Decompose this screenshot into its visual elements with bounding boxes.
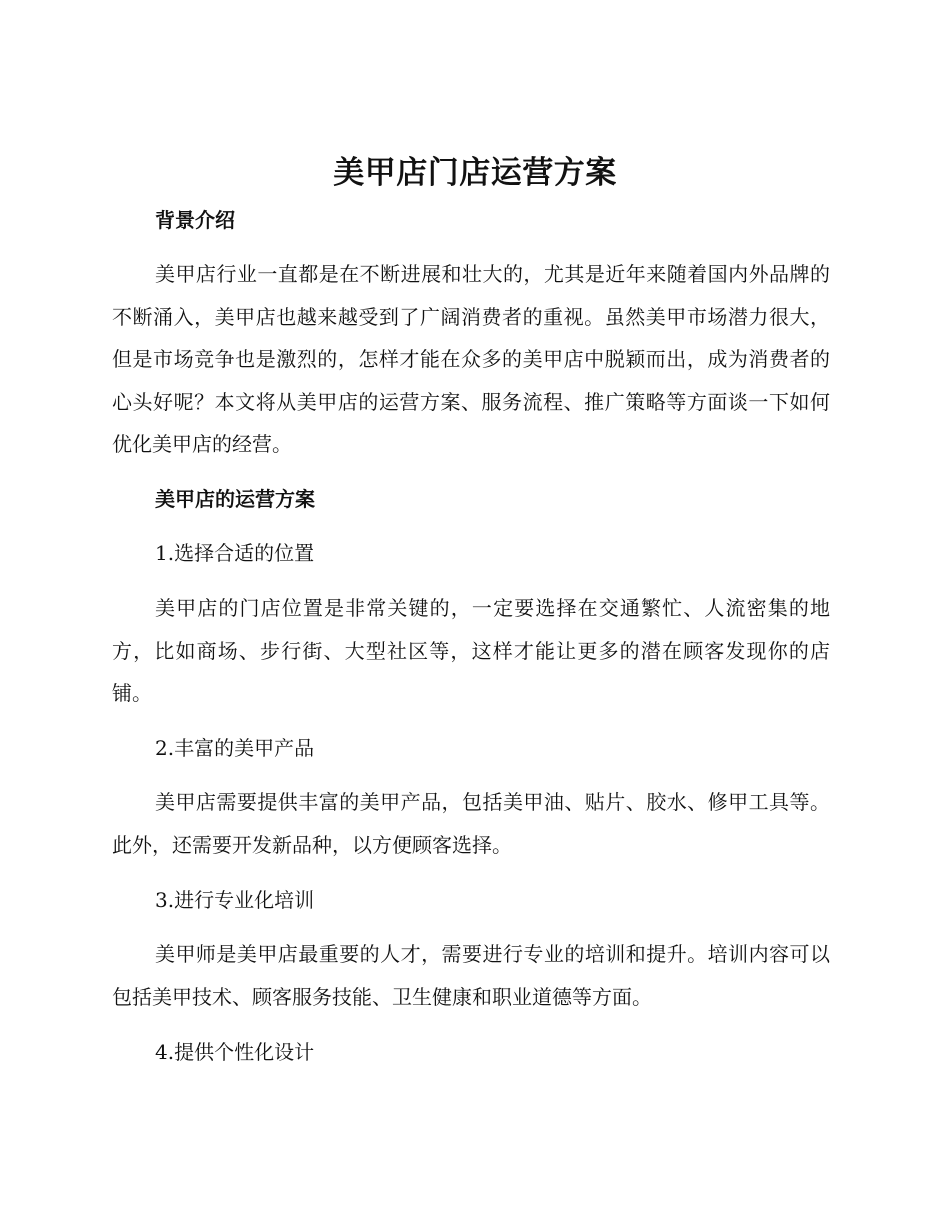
- paragraph-background: 美甲店行业一直都是在不断进展和壮大的，尤其是近年来随着国内外品牌的不断涌入，美甲店也越来越受到了广阔消费者的重视。虽然美甲市场潜力很大，但是市场竞争也是激烈的，怎样才能在众多的美甲店中脱颖而出，成为消费者的心头好呢？本文将从美甲店的运营方案、服务流程、推广策略等方面谈一下如何优化美甲店的经营。: [112, 262, 830, 456]
- section-heading-operation-plan: 美甲店的运营方案: [155, 487, 315, 511]
- subheading-training: 3.进行专业化培训: [155, 888, 315, 912]
- subheading-personalized-design: 4.提供个性化设计: [155, 1040, 315, 1064]
- subheading-products: 2.丰富的美甲产品: [155, 736, 315, 760]
- document-title: 美甲店门店运营方案: [333, 155, 617, 191]
- subheading-location: 1.选择合适的位置: [155, 541, 315, 565]
- paragraph-location: 美甲店的门店位置是非常关键的，一定要选择在交通繁忙、人流密集的地方，比如商场、步行街、大型社区等，这样才能让更多的潜在顾客发现你的店铺。: [112, 596, 830, 705]
- paragraph-products: 美甲店需要提供丰富的美甲产品，包括美甲油、贴片、胶水、修甲工具等。此外，还需要开发新品种，以方便顾客选择。: [112, 790, 830, 857]
- section-heading-background: 背景介绍: [155, 208, 235, 232]
- paragraph-training: 美甲师是美甲店最重要的人才，需要进行专业的培训和提升。培训内容可以包括美甲技术、顾客服务技能、卫生健康和职业道德等方面。: [112, 942, 830, 1009]
